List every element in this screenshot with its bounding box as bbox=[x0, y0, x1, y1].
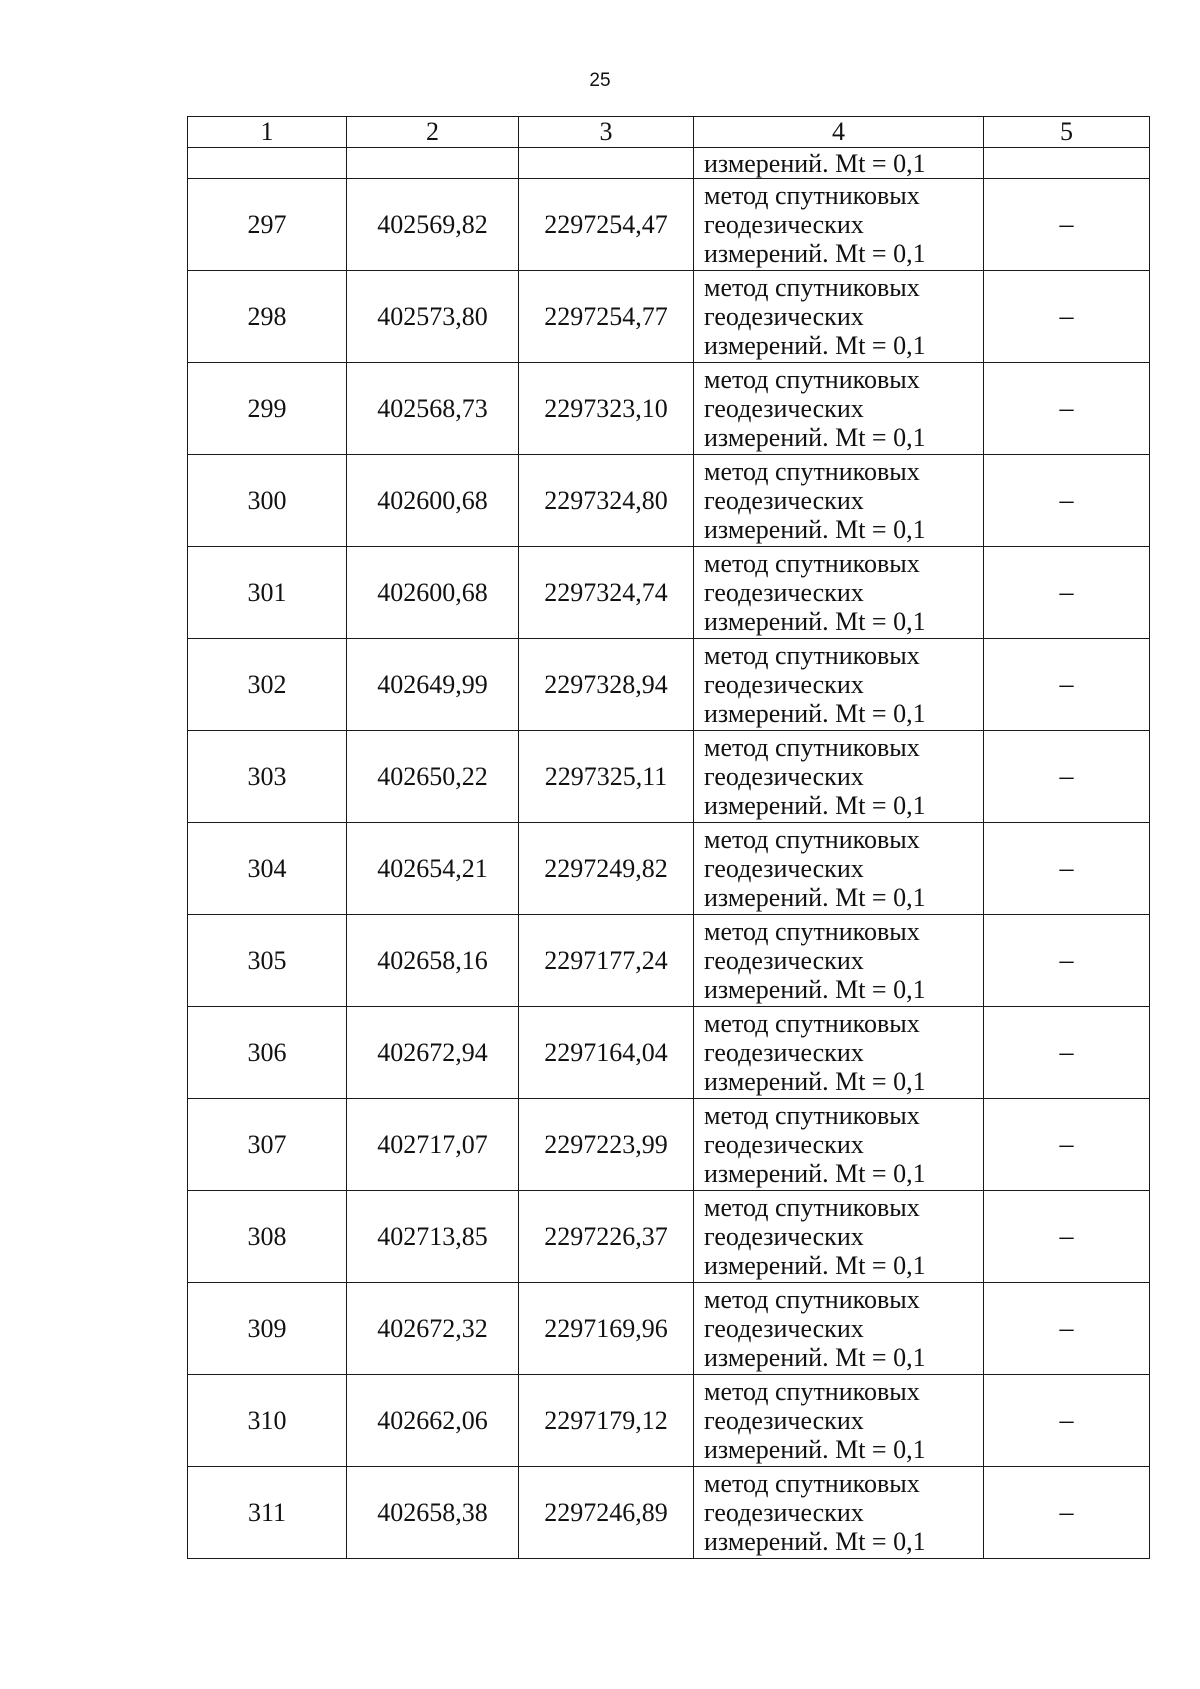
column-header-3: 3 bbox=[519, 117, 694, 148]
y-coordinate-cell: 2297328,94 bbox=[519, 639, 694, 731]
method-cell bbox=[694, 363, 984, 455]
extra-cell: – bbox=[984, 639, 1150, 731]
point-number-cell: 310 bbox=[188, 1375, 347, 1467]
y-coordinate-cell: 2297323,10 bbox=[519, 363, 694, 455]
x-coordinate-cell: 402717,07 bbox=[347, 1099, 519, 1191]
y-coordinate-cell: 2297223,99 bbox=[519, 1099, 694, 1191]
y-coordinate-cell: 2297254,47 bbox=[519, 179, 694, 271]
y-coordinate-cell: 2297324,80 bbox=[519, 455, 694, 547]
method-line: геодезических bbox=[704, 1222, 864, 1251]
method-cell bbox=[694, 1283, 984, 1375]
table-row bbox=[188, 363, 1150, 455]
y-coordinate-cell: 2297226,37 bbox=[519, 1191, 694, 1283]
extra-cell: – bbox=[984, 363, 1150, 455]
method-line: геодезических bbox=[704, 1038, 864, 1067]
point-number-cell: 308 bbox=[188, 1191, 347, 1283]
x-coordinate-cell: 402658,16 bbox=[347, 915, 519, 1007]
method-line: измерений. Mt = 0,1 bbox=[704, 1251, 926, 1280]
method-line: метод спутниковых bbox=[704, 825, 920, 854]
x-coordinate-cell: 402713,85 bbox=[347, 1191, 519, 1283]
continuation-row bbox=[188, 148, 1150, 179]
method-line: геодезических bbox=[704, 670, 864, 699]
coordinates-table bbox=[187, 116, 1150, 1559]
method-cell bbox=[694, 1099, 984, 1191]
method-line: метод спутниковых bbox=[704, 641, 920, 670]
method-line: геодезических bbox=[704, 946, 864, 975]
method-line: измерений. Mt = 0,1 bbox=[704, 148, 926, 178]
method-line: измерений. Mt = 0,1 bbox=[704, 791, 926, 820]
column-header-5: 5 bbox=[984, 117, 1150, 148]
method-cell bbox=[694, 1467, 984, 1559]
extra-cell: – bbox=[984, 179, 1150, 271]
extra-cell: – bbox=[984, 1007, 1150, 1099]
method-line: измерений. Mt = 0,1 bbox=[704, 1527, 926, 1556]
method-cell bbox=[694, 455, 984, 547]
table-row bbox=[188, 1283, 1150, 1375]
method-line: геодезических bbox=[704, 762, 864, 791]
method-line: метод спутниковых bbox=[704, 273, 920, 302]
table-row bbox=[188, 179, 1150, 271]
point-number-cell: 304 bbox=[188, 823, 347, 915]
method-cell bbox=[694, 1375, 984, 1467]
method-cell bbox=[694, 915, 984, 1007]
method-line: геодезических bbox=[704, 486, 864, 515]
table-row bbox=[188, 915, 1150, 1007]
y-coordinate-cell: 2297249,82 bbox=[519, 823, 694, 915]
method-line: геодезических bbox=[704, 578, 864, 607]
method-cell bbox=[694, 639, 984, 731]
method-cell bbox=[694, 271, 984, 363]
method-line: метод спутниковых bbox=[704, 1193, 920, 1222]
column-header-2: 2 bbox=[347, 117, 519, 148]
table-row bbox=[188, 1099, 1150, 1191]
point-number-cell: 311 bbox=[188, 1467, 347, 1559]
method-cell bbox=[694, 179, 984, 271]
method-line: метод спутниковых bbox=[704, 1377, 920, 1406]
method-line: геодезических bbox=[704, 302, 864, 331]
method-cell bbox=[694, 1007, 984, 1099]
method-line: метод спутниковых bbox=[704, 549, 920, 578]
table-row bbox=[188, 455, 1150, 547]
x-coordinate-cell: 402672,94 bbox=[347, 1007, 519, 1099]
extra-cell: – bbox=[984, 915, 1150, 1007]
method-line: измерений. Mt = 0,1 bbox=[704, 1343, 926, 1372]
method-cell bbox=[694, 1191, 984, 1283]
method-line: измерений. Mt = 0,1 bbox=[704, 515, 926, 544]
extra-cell: – bbox=[984, 1375, 1150, 1467]
point-number-cell: 300 bbox=[188, 455, 347, 547]
method-line: измерений. Mt = 0,1 bbox=[704, 1067, 926, 1096]
point-number-cell: 307 bbox=[188, 1099, 347, 1191]
extra-cell bbox=[984, 148, 1150, 179]
extra-cell: – bbox=[984, 823, 1150, 915]
method-line: метод спутниковых bbox=[704, 1101, 920, 1130]
x-coordinate-cell: 402600,68 bbox=[347, 547, 519, 639]
y-coordinate-cell: 2297169,96 bbox=[519, 1283, 694, 1375]
table-row bbox=[188, 731, 1150, 823]
method-line: измерений. Mt = 0,1 bbox=[704, 975, 926, 1004]
method-line: геодезических bbox=[704, 394, 864, 423]
y-coordinate-cell: 2297179,12 bbox=[519, 1375, 694, 1467]
header-row bbox=[188, 117, 1150, 148]
x-coordinate-cell: 402649,99 bbox=[347, 639, 519, 731]
extra-cell: – bbox=[984, 271, 1150, 363]
method-line: геодезических bbox=[704, 1314, 864, 1343]
point-number-cell: 298 bbox=[188, 271, 347, 363]
method-line: геодезических bbox=[704, 210, 864, 239]
method-line: измерений. Mt = 0,1 bbox=[704, 883, 926, 912]
y-coordinate-cell: 2297164,04 bbox=[519, 1007, 694, 1099]
y-coordinate-cell: 2297324,74 bbox=[519, 547, 694, 639]
x-coordinate-cell: 402662,06 bbox=[347, 1375, 519, 1467]
method-line: метод спутниковых bbox=[704, 1009, 920, 1038]
table-row bbox=[188, 1375, 1150, 1467]
extra-cell: – bbox=[984, 455, 1150, 547]
table-row bbox=[188, 639, 1150, 731]
method-line: метод спутниковых bbox=[704, 457, 920, 486]
extra-cell: – bbox=[984, 731, 1150, 823]
method-line: метод спутниковых bbox=[704, 365, 920, 394]
method-line: измерений. Mt = 0,1 bbox=[704, 607, 926, 636]
x-coordinate-cell: 402658,38 bbox=[347, 1467, 519, 1559]
method-line: метод спутниковых bbox=[704, 733, 920, 762]
y-coordinate-cell: 2297325,11 bbox=[519, 731, 694, 823]
point-number-cell: 297 bbox=[188, 179, 347, 271]
extra-cell: – bbox=[984, 1283, 1150, 1375]
method-line: геодезических bbox=[704, 1130, 864, 1159]
method-line: геодезических bbox=[704, 854, 864, 883]
point-number-cell bbox=[188, 148, 347, 179]
point-number-cell: 306 bbox=[188, 1007, 347, 1099]
y-coordinate-cell: 2297177,24 bbox=[519, 915, 694, 1007]
method-line: измерений. Mt = 0,1 bbox=[704, 423, 926, 452]
table-row bbox=[188, 1191, 1150, 1283]
x-coordinate-cell: 402568,73 bbox=[347, 363, 519, 455]
method-line: измерений. Mt = 0,1 bbox=[704, 1435, 926, 1464]
extra-cell: – bbox=[984, 547, 1150, 639]
method-cell bbox=[694, 731, 984, 823]
method-line: метод спутниковых bbox=[704, 181, 920, 210]
method-line: измерений. Mt = 0,1 bbox=[704, 331, 926, 360]
point-number-cell: 302 bbox=[188, 639, 347, 731]
method-line: геодезических bbox=[704, 1406, 864, 1435]
page-number: 25 bbox=[589, 70, 611, 91]
x-coordinate-cell: 402650,22 bbox=[347, 731, 519, 823]
point-number-cell: 305 bbox=[188, 915, 347, 1007]
method-cell bbox=[694, 148, 984, 179]
y-coordinate-cell: 2297246,89 bbox=[519, 1467, 694, 1559]
x-coordinate-cell: 402654,21 bbox=[347, 823, 519, 915]
method-line: метод спутниковых bbox=[704, 917, 920, 946]
table-row bbox=[188, 1007, 1150, 1099]
method-line: геодезических bbox=[704, 1498, 864, 1527]
point-number-cell: 299 bbox=[188, 363, 347, 455]
method-line: измерений. Mt = 0,1 bbox=[704, 699, 926, 728]
method-cell bbox=[694, 823, 984, 915]
method-cell bbox=[694, 547, 984, 639]
x-coordinate-cell: 402573,80 bbox=[347, 271, 519, 363]
method-line: измерений. Mt = 0,1 bbox=[704, 1159, 926, 1188]
method-line: метод спутниковых bbox=[704, 1469, 920, 1498]
table-row bbox=[188, 823, 1150, 915]
extra-cell: – bbox=[984, 1099, 1150, 1191]
y-coordinate-cell bbox=[519, 148, 694, 179]
column-header-4: 4 bbox=[694, 117, 984, 148]
method-line: измерений. Mt = 0,1 bbox=[704, 239, 926, 268]
extra-cell: – bbox=[984, 1191, 1150, 1283]
point-number-cell: 301 bbox=[188, 547, 347, 639]
y-coordinate-cell: 2297254,77 bbox=[519, 271, 694, 363]
point-number-cell: 303 bbox=[188, 731, 347, 823]
method-line: метод спутниковых bbox=[704, 1285, 920, 1314]
table-row bbox=[188, 547, 1150, 639]
table-row bbox=[188, 1467, 1150, 1559]
x-coordinate-cell: 402600,68 bbox=[347, 455, 519, 547]
point-number-cell: 309 bbox=[188, 1283, 347, 1375]
extra-cell: – bbox=[984, 1467, 1150, 1559]
x-coordinate-cell: 402672,32 bbox=[347, 1283, 519, 1375]
column-header-1: 1 bbox=[188, 117, 347, 148]
x-coordinate-cell bbox=[347, 148, 519, 179]
table-row bbox=[188, 271, 1150, 363]
x-coordinate-cell: 402569,82 bbox=[347, 179, 519, 271]
